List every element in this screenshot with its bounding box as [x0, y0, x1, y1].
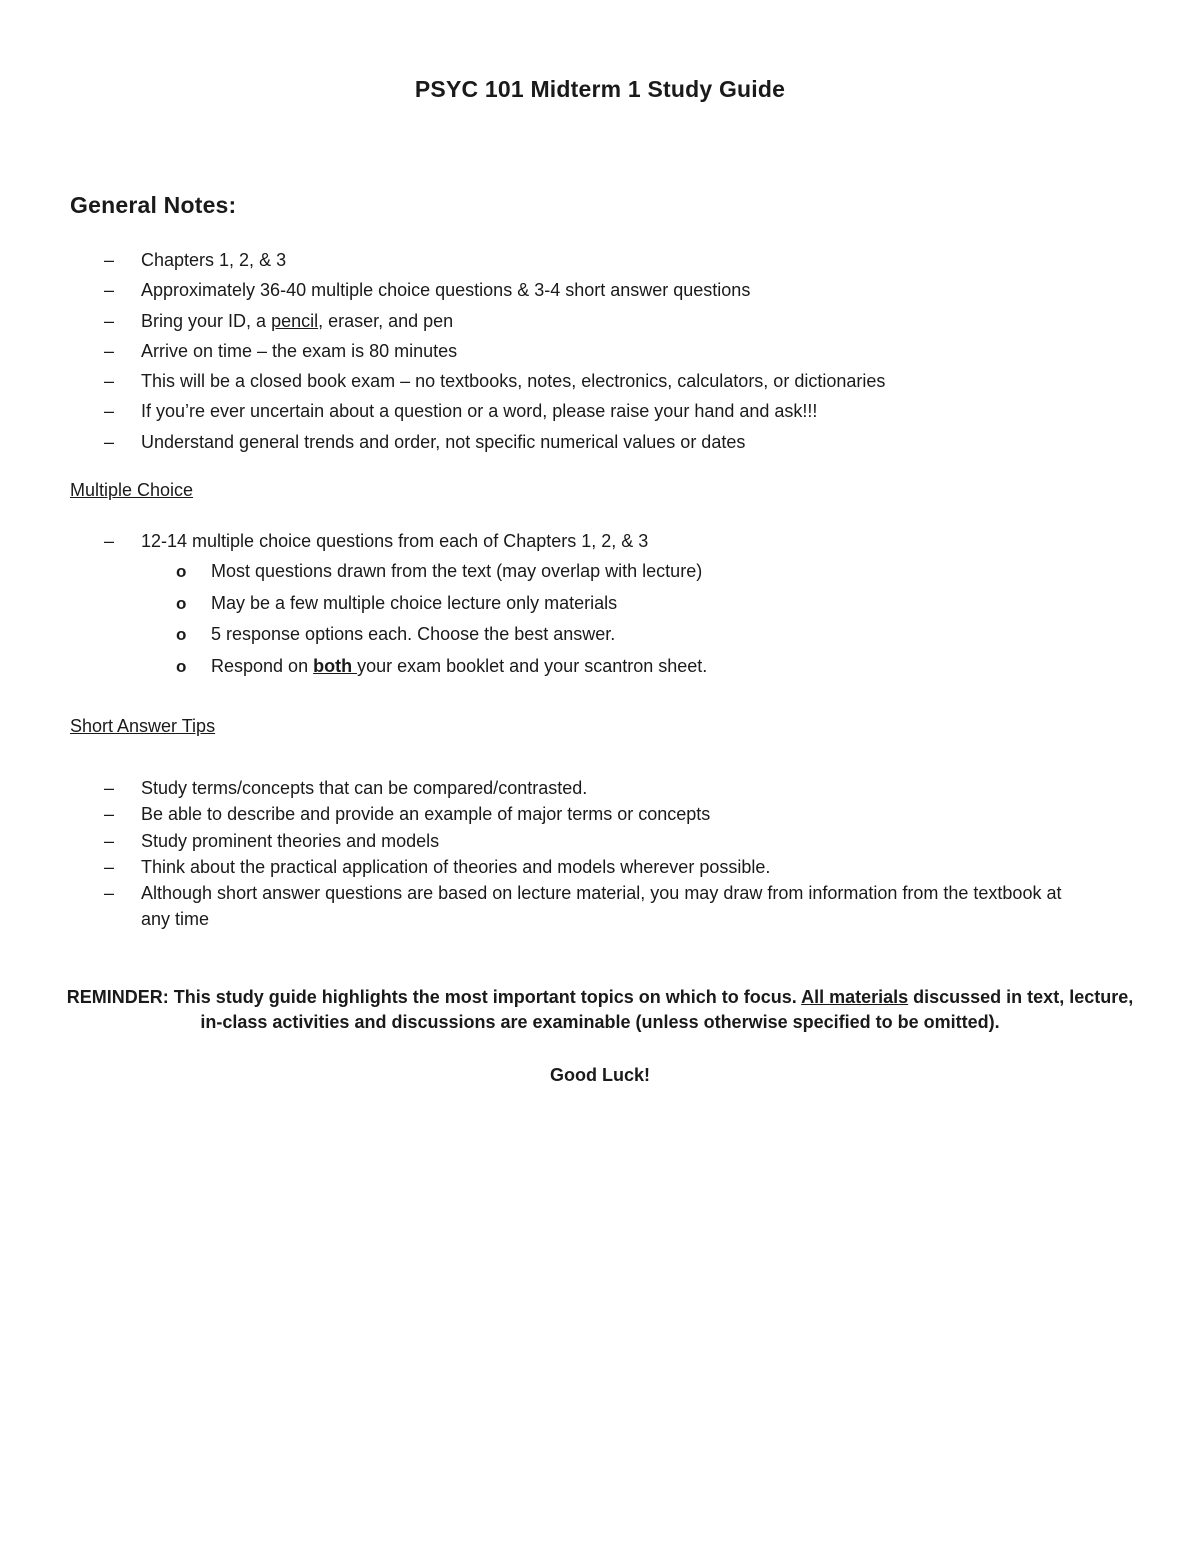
sublist-item: [0, 556, 1141, 587]
list-item-text: , eraser, and pen: [318, 310, 454, 331]
list-item: [0, 828, 1141, 854]
sublist-item: [0, 588, 1141, 619]
list-item: [0, 526, 1141, 682]
multiple-choice-heading: Multiple Choice: [70, 480, 194, 500]
closing-text: Good Luck!: [550, 1065, 650, 1085]
list-item-text: Bring your ID, a: [141, 310, 272, 331]
dash-bullet: –: [104, 310, 115, 331]
list-item: [0, 366, 1141, 396]
list-item: [0, 396, 1141, 426]
reminder-text: REMINDER: This study guide highlights the most important topics on which to focus.: [66, 987, 802, 1007]
list-item-text: Think about the practical application of theories and models wherever possible.: [141, 856, 771, 877]
list-item-text: Study prominent theories and models: [141, 830, 440, 851]
dash-bullet: –: [104, 883, 115, 904]
dash-bullet: –: [104, 804, 115, 825]
list-item: [0, 427, 1141, 457]
sublist-item-text: 5 response options each. Choose the best answer.: [211, 624, 616, 645]
dash-bullet: –: [104, 856, 115, 877]
list-item-text: This will be a closed book exam – no textbooks, notes, electronics, calculators, or dictionaries: [141, 371, 886, 392]
list-item: [0, 880, 1071, 933]
list-item-text: Study terms/concepts that can be compared/contrasted.: [141, 778, 588, 798]
dash-bullet: –: [104, 830, 115, 851]
circle-bullet: o: [176, 562, 187, 582]
sublist-item-text: your exam booklet and your scantron sheet.: [357, 655, 708, 676]
list-item: [0, 275, 1141, 305]
page-title: PSYC 101 Midterm 1 Study Guide: [414, 76, 786, 102]
circle-bullet: o: [176, 625, 187, 645]
list-item-text: 12-14 multiple choice questions from each of Chapters 1, 2, & 3: [141, 531, 649, 551]
sublist-item: [0, 619, 1141, 650]
list-item-text: If you’re ever uncertain about a question or a word, please raise your hand and ask!!!: [141, 401, 818, 422]
short-answer-heading: Short Answer Tips: [70, 716, 216, 736]
reminder-paragraph: [60, 985, 1140, 1035]
underlined-all-materials: All materials: [801, 987, 909, 1007]
sublist-item-text: May be a few multiple choice lecture only materials: [211, 592, 618, 613]
circle-bullet: o: [176, 593, 187, 613]
sublist-item-text: Respond on: [211, 655, 314, 676]
dash-bullet: –: [104, 531, 115, 551]
dash-bullet: –: [104, 250, 115, 270]
dash-bullet: –: [104, 340, 115, 361]
multiple-choice-list: [0, 526, 1141, 682]
list-item: [0, 245, 1141, 275]
list-item: [0, 336, 1141, 366]
dash-bullet: –: [104, 371, 115, 392]
list-item: [0, 306, 1141, 336]
circle-bullet: o: [176, 656, 187, 676]
dash-bullet: –: [104, 431, 115, 452]
list-item: [0, 775, 1141, 801]
reminder-text: discussed in text, lecture, in-class activities and discussions are examinable (unless otherwise specified to be omitted).: [200, 987, 1134, 1032]
sublist-item-text: Most questions drawn from the text (may overlap with lecture): [211, 561, 703, 582]
list-item-text: Be able to describe and provide an example of major terms or concepts: [141, 804, 711, 825]
underlined-word-pencil: pencil: [271, 310, 319, 331]
short-answer-list: [0, 775, 1141, 933]
list-item-text: Chapters 1, 2, & 3: [141, 250, 287, 270]
sublist-item: [0, 651, 1141, 682]
general-notes-list: [0, 245, 1141, 457]
multiple-choice-sublist: [141, 556, 1141, 682]
list-item-text: Approximately 36-40 multiple choice questions & 3-4 short answer questions: [141, 280, 751, 301]
emphasized-word-both: both: [313, 655, 358, 676]
dash-bullet: –: [104, 280, 115, 301]
list-item: [0, 801, 1141, 827]
general-notes-heading: General Notes:: [70, 192, 237, 218]
dash-bullet: –: [104, 778, 115, 798]
list-item: [0, 854, 1141, 880]
list-item-text: Although short answer questions are based on lecture material, you may draw from information from the textbook at any time: [141, 883, 1062, 930]
list-item-text: Arrive on time – the exam is 80 minutes: [141, 340, 458, 361]
dash-bullet: –: [104, 401, 115, 422]
list-item-text: Understand general trends and order, not specific numerical values or dates: [141, 431, 746, 452]
